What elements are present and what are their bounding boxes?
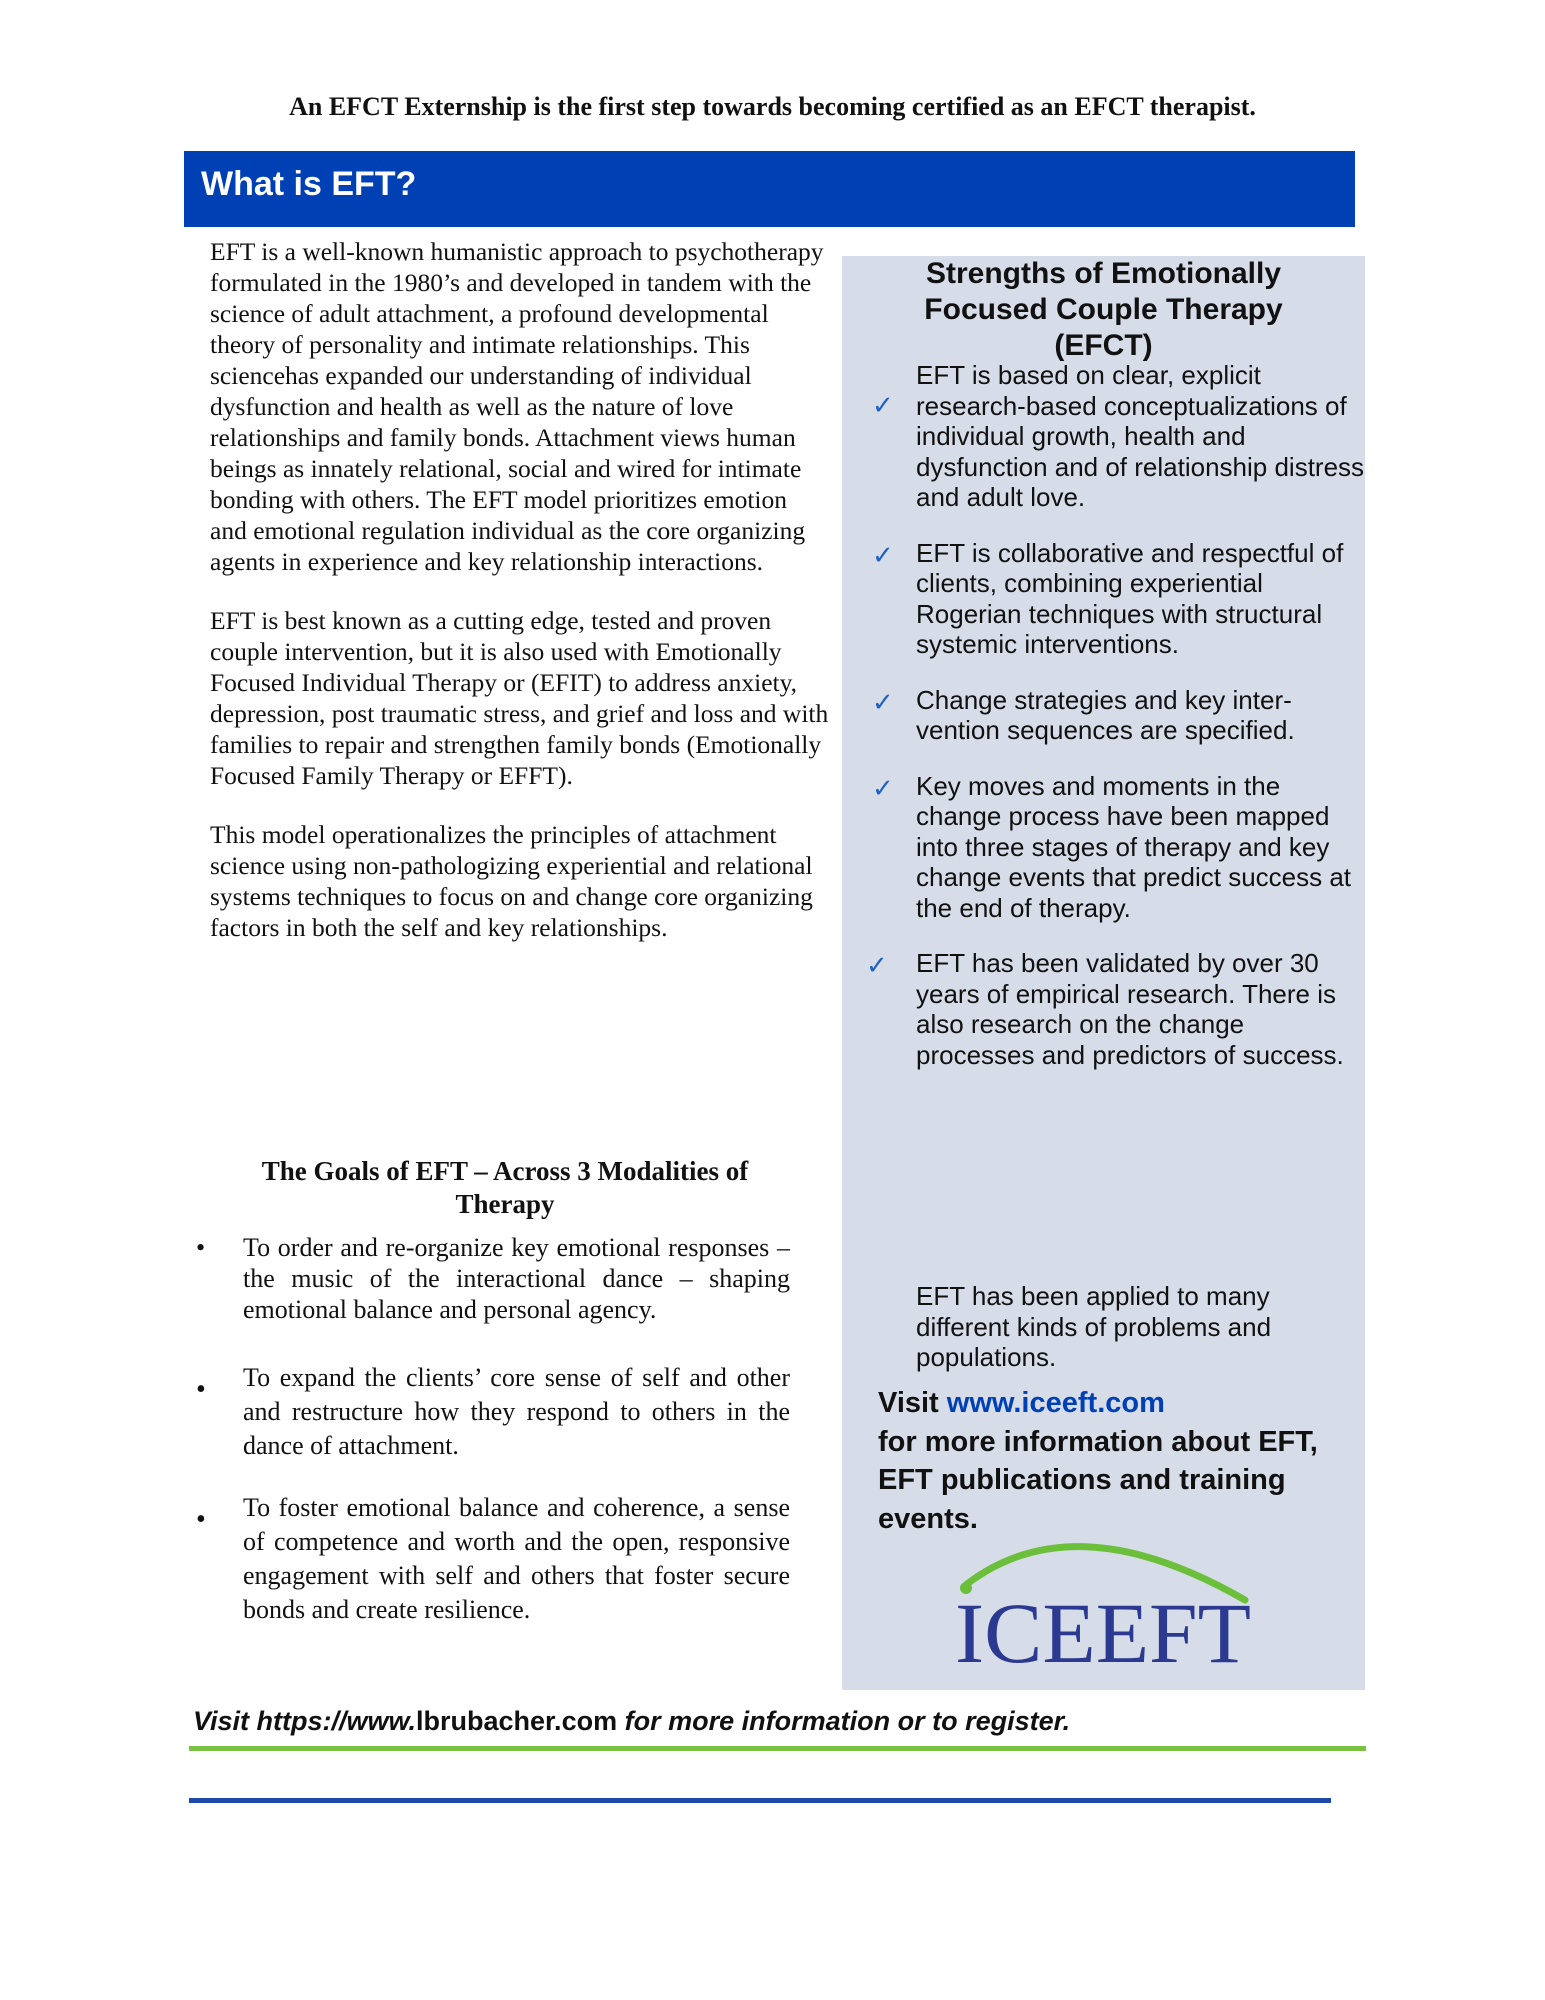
list-item xyxy=(190,1361,790,1463)
banner-title: What is EFT? xyxy=(201,165,417,203)
intro-paragraph: EFT is a well-known humanistic approach to psychotherapy formulated in the 1980’s and developed in tandem with the science of adult attachment, a profound developmental theory of personality and intimate relationships. This sciencehas expanded our understanding of individual dysfunction and health as well as the nature of love relationships and family bonds. Attachment views human beings as innately relational, social and wired for intimate bonding with others. The EFT model prioritizes emotion and emotional regulation individual as the core organizing agents in experience and key relationship interactions. xyxy=(210,237,824,576)
list-item xyxy=(190,1232,790,1325)
list-item xyxy=(842,538,1365,660)
bullet-icon: • xyxy=(196,1504,206,1535)
sidebar-visit xyxy=(878,1384,1348,1538)
check-icon: ✓ xyxy=(866,950,888,980)
footer-visit-suffix: for more information or to register. xyxy=(617,1706,1071,1736)
sidebar-extra-note: EFT has been applied to many different kinds of problems and populations. xyxy=(916,1281,1272,1372)
sidebar-title xyxy=(842,256,1365,364)
goal-text: To foster emotional balance and coherence, a sense of competence and worth and the open, responsive engagement with self and others that foster secure bonds and create resilience. xyxy=(243,1493,790,1624)
iceeft-logo xyxy=(955,1522,1255,1672)
footer-visit xyxy=(193,1706,1070,1737)
intro-paragraph: This model operationalizes the principles of attachment science using non-pathologizing experiential and relational systems techniques to focus on and change core organizing factors in both the self and key relationships. xyxy=(210,820,813,942)
top-note: An EFCT Externship is the first step towards becoming certified as an EFCT therapist. xyxy=(289,92,1256,121)
visit-rest: for more information about EFT, EFT publications and training events. xyxy=(878,1425,1318,1535)
goals-title: The Goals of EFT – Across 3 Modalities of Therapy xyxy=(261,1156,749,1219)
sidebar-title-line: Focused Couple Therapy xyxy=(924,293,1283,326)
footer-visit-prefix: Visit https://www. xyxy=(193,1706,417,1736)
list-item xyxy=(842,948,1365,1070)
list-item xyxy=(842,360,1365,513)
list-item xyxy=(842,771,1365,924)
blue-divider xyxy=(189,1798,1331,1803)
list-item xyxy=(190,1491,790,1627)
footer-domain-link[interactable]: lbrubacher.com xyxy=(416,1706,618,1736)
strength-text: EFT has been validated by over 30 years of empirical research. There is also research on the change processes and predictors of success. xyxy=(916,948,1344,1070)
sidebar-title-line: (EFCT) xyxy=(1054,329,1153,362)
strengths-sidebar xyxy=(842,256,1365,1690)
green-divider xyxy=(189,1746,1366,1751)
check-icon: ✓ xyxy=(872,772,894,803)
visit-prefix: Visit xyxy=(878,1387,947,1419)
check-icon: ✓ xyxy=(872,390,894,420)
check-icon: ✓ xyxy=(872,686,894,717)
strength-text: EFT is based on clear, explicit research-based conceptualizations of individual growth, health and dysfunction and of relationship distress and adult love. xyxy=(916,360,1365,512)
list-item xyxy=(842,685,1365,746)
check-icon: ✓ xyxy=(872,539,894,570)
strengths-list xyxy=(842,360,1365,1095)
bullet-icon: • xyxy=(196,1233,206,1262)
strength-text: Change strategies and key inter-vention sequences are specified. xyxy=(916,684,1295,745)
intro-text xyxy=(210,236,830,971)
strength-text: EFT is collaborative and respectful of clients, combining experiential Rogerian techniques with structural systemic interventions. xyxy=(916,537,1344,659)
strength-text: Key moves and moments in the change process have been mapped into three stages of therapy and key change events that predict success at the end of therapy. xyxy=(916,770,1352,923)
sidebar-title-line: Strengths of Emotionally xyxy=(925,257,1282,290)
logo-text: ICEEFT xyxy=(955,1585,1251,1672)
goals-list xyxy=(190,1232,790,1655)
goal-text: To order and re-organize key emotional responses – the music of the interactional dance – shaping emotional balance and personal agency. xyxy=(243,1233,790,1324)
section-banner xyxy=(184,151,1355,227)
bullet-icon: • xyxy=(196,1374,206,1405)
intro-paragraph: EFT is best known as a cutting edge, tested and proven couple intervention, but it is also used with Emotionally Focused Individual Therapy or (EFIT) to address anxiety, depression, post traumatic stress, and grief and loss and with families to repair and strengthen family bonds (Emotionally Focused Family Therapy or EFFT). xyxy=(210,606,829,790)
iceeft-link[interactable]: www.iceeft.com xyxy=(946,1387,1165,1419)
goal-text: To expand the clients’ core sense of self and other and restructure how they respond to others in the dance of attachment. xyxy=(243,1363,790,1460)
